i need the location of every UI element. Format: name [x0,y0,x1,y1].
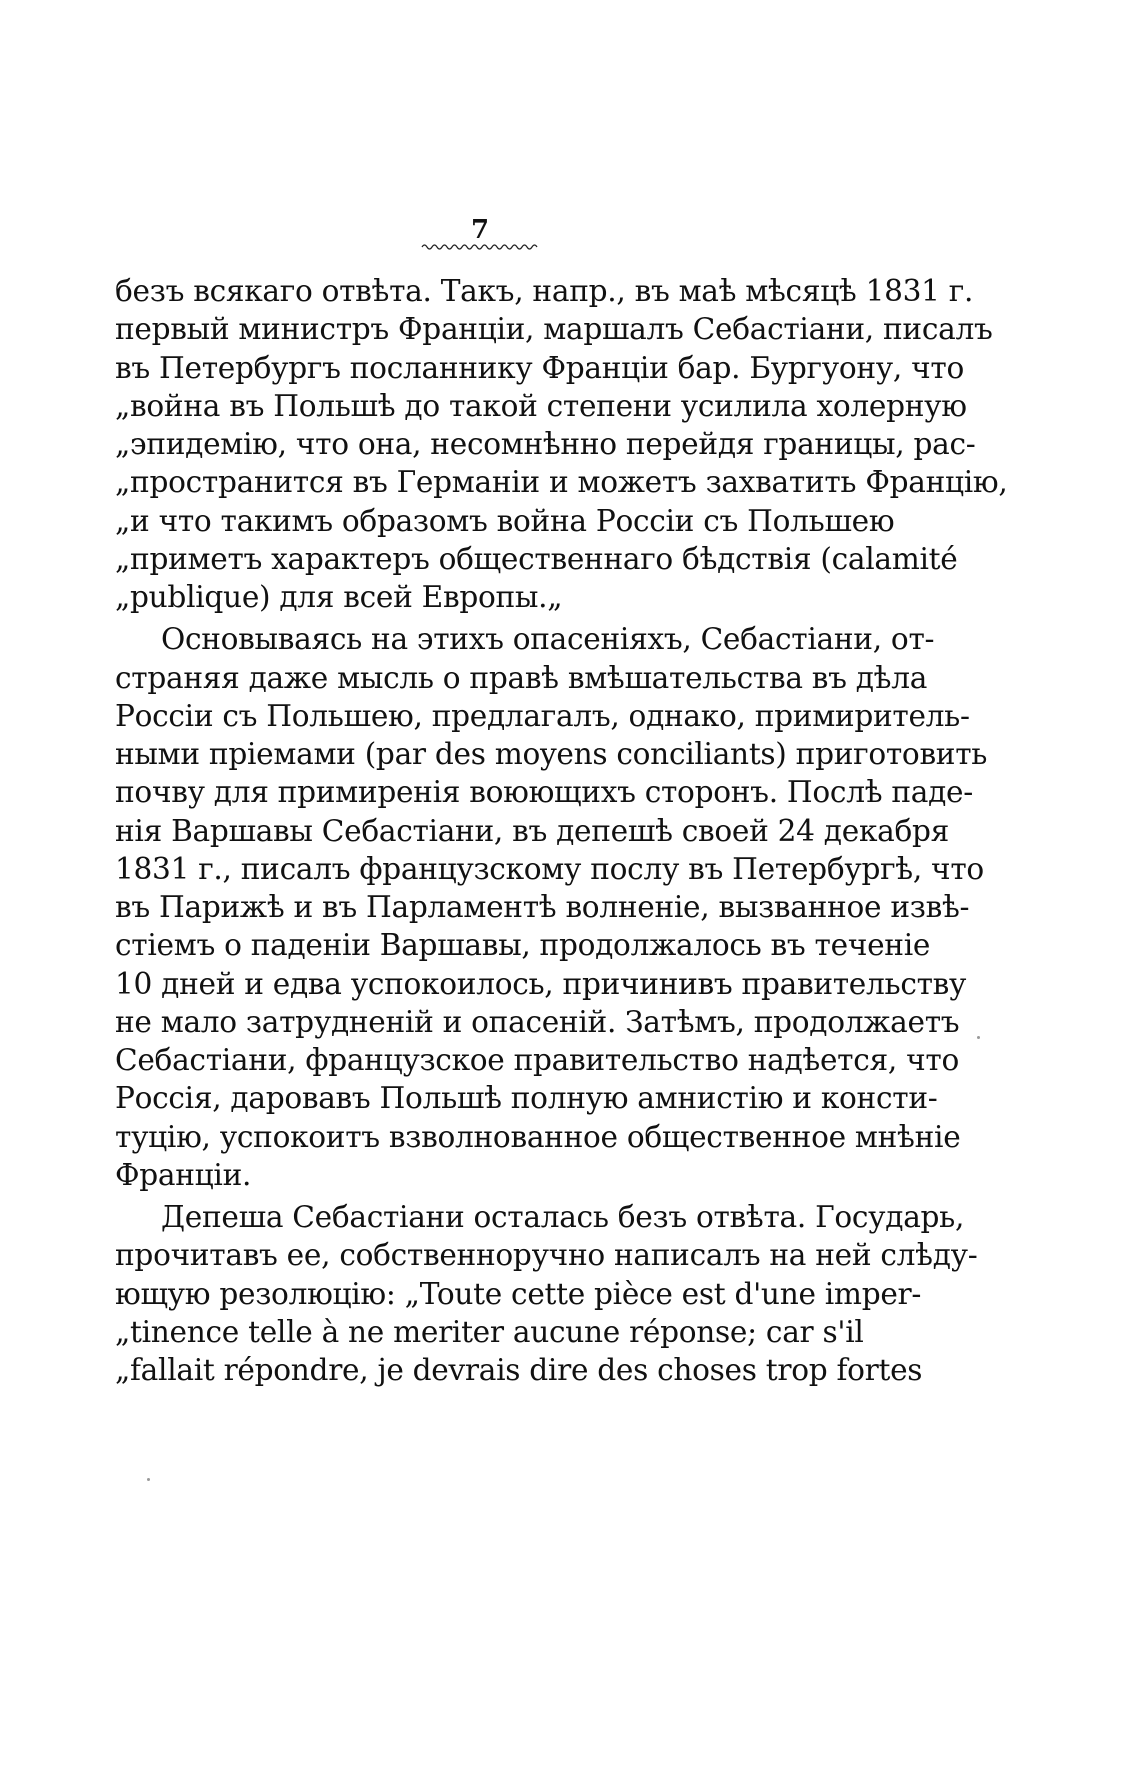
text-line: Депеша Себастіани осталась безъ отвѣта. Государь, [161,1200,965,1234]
text-line: „и что такимъ образомъ война Россіи съ Польшею [115,503,895,538]
text-line: нія Варшавы Себастіани, въ депешѣ своей 24 декабря [115,813,950,848]
paragraph-1 [115,272,1008,616]
text-line: въ Парижѣ и въ Парламентѣ волненіе, вызванное извѣ- [115,890,970,924]
text-line: Себастіани, французское правительство надѣется, что [115,1043,959,1077]
text-line: 10 дней и едва успокоилось, причинивъ правительству [115,966,967,1001]
page-number: 7 [470,215,490,245]
text-line: туцію, успокоитъ взволнованное общественное мнѣніе [115,1119,961,1154]
text-line: стіемъ о паденіи Варшавы, продолжалось въ теченіе [115,928,931,963]
text-line: „publique) для всей Европы.„ [115,580,563,614]
text-line: Россіи съ Польшею, предлагалъ, однако, примиритель- [115,698,970,733]
text-line: „приметъ характеръ общественнаго бѣдствія (calamité [115,541,958,576]
text-line: ющую резолюцію: „Toute cette pièce est d'une imper- [115,1276,922,1311]
text-line: ными пріемами (par des moyens conciliants) приготовить [115,737,988,771]
text-line: безъ всякаго отвѣта. Такъ, напр., въ маѣ мѣсяцѣ 1831 г. [115,274,974,308]
text-line: „пространится въ Германіи и можетъ захватить Францію, [115,465,1008,500]
scan-speck [977,1036,980,1039]
text-line: Россія, даровавъ Польшѣ полную амнистію и консти- [115,1081,938,1116]
text-line: прочитавъ ее, собственноручно написалъ на ней слѣду- [115,1238,978,1273]
text-line: страняя даже мысль о правѣ вмѣшательства въ дѣла [115,660,928,695]
text-line: „война въ Польшѣ до такой степени усилила холерную [115,388,967,423]
text-line: не мало затрудненій и опасеній. Затѣмъ, продолжаетъ [115,1004,960,1039]
text-line: въ Петербургъ посланнику Франціи бар. Бургуону, что [115,350,964,385]
text-line: 1831 г., писалъ французскому послу въ Петербургѣ, что [115,851,984,886]
text-line: „tinence telle à ne meriter aucune réponse; car s'il [115,1314,864,1349]
page-header [420,215,540,252]
text-line: первый министръ Франціи, маршалъ Себастіани, писалъ [115,312,993,347]
text-line: „эпидемію, что она, несомнѣнно перейдя границы, рас- [115,427,976,461]
body-text [115,272,1008,1389]
paragraph-3 [115,1198,978,1389]
text-line: „fallait répondre, je devrais dire des choses trop fortes [115,1353,923,1387]
text-line: Франціи. [115,1157,252,1192]
text-line: почву для примиренія воюющихъ сторонъ. Послѣ паде- [115,775,973,810]
scan-speck [147,1478,150,1481]
paragraph-2 [115,620,988,1194]
text-line: Основываясь на этихъ опасеніяхъ, Себастіани, от- [161,622,935,657]
